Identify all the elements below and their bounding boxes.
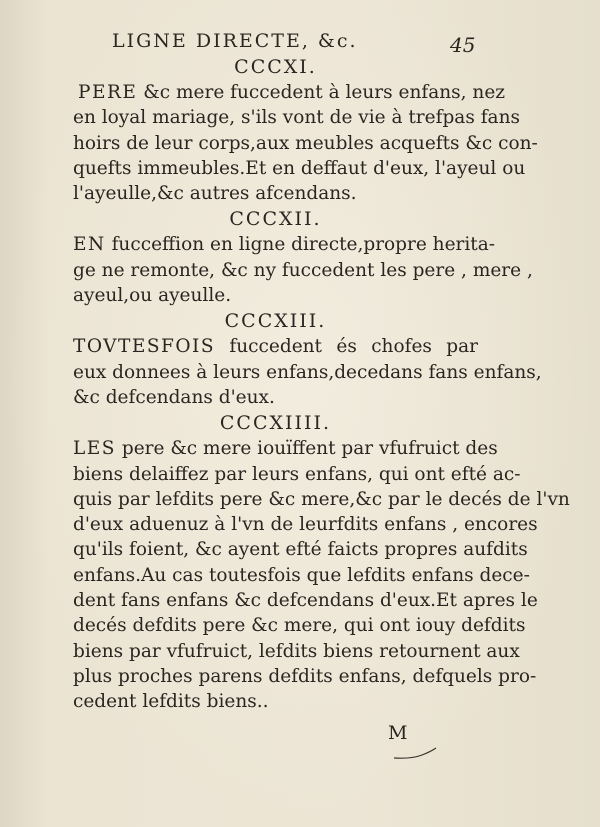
running-head: LIGNE DIRECTE, &c.	[112, 30, 358, 52]
article-number: CCCXII.	[229, 208, 322, 231]
article-paragraph	[73, 436, 570, 714]
text-line-rest: fucceffion en ligne directe,propre herita-	[105, 234, 496, 256]
text-line: cedent lefdits biens..	[73, 691, 269, 713]
article-paragraph	[73, 80, 538, 206]
text-line: hoirs de leur corps,aux meubles acquefts &c con-	[73, 132, 538, 154]
text-line-rest: pere &c mere iouïffent par vfufruict des	[115, 438, 498, 460]
article-lead-word: TOVTESFOIS	[73, 336, 216, 358]
text-line	[73, 334, 478, 359]
article-lead-word: EN	[73, 234, 106, 256]
text-line: quis par lefdits pere &c mere,&c par le decés de l'vn	[73, 488, 570, 510]
page-number: 45	[450, 33, 476, 57]
text-line: enfans.Au cas toutesfois que lefdits enfans dece-	[73, 564, 530, 586]
article-number: CCCXIIII.	[219, 412, 332, 435]
text-line: eux donnees à leurs enfans,decedans fans enfans,	[73, 361, 542, 383]
text-line: plus proches parens defdits enfans, defquels pro-	[73, 665, 537, 687]
text-line	[73, 436, 498, 461]
text-line: ayeul,ou ayeulle.	[73, 285, 232, 307]
text-line: dent fans enfans &c defcendans d'eux.Et apres le	[73, 590, 538, 612]
text-line: biens par vfufruict, lefdits biens retournent aux	[73, 640, 520, 662]
article-number: CCCXIII.	[224, 310, 327, 333]
text-line-rest: &c mere fuccedent à leurs enfans, nez	[137, 82, 506, 103]
text-line: l'ayeulle,&c autres afcendans.	[73, 183, 357, 205]
text-line	[73, 80, 506, 105]
text-line	[73, 232, 496, 257]
text-line: biens delaiffez par leurs enfans, qui ont efté ac-	[73, 463, 521, 485]
article-lead-word: PERE	[78, 82, 138, 103]
article-paragraph	[73, 334, 542, 410]
article-number: CCCXI.	[234, 56, 317, 78]
text-line: quefts immeubles.Et en deffaut d'eux, l'ayeul ou	[73, 157, 526, 179]
text-line: qu'ils foient, &c ayent efté faicts propres aufdits	[73, 539, 528, 561]
article-paragraph	[73, 232, 533, 308]
text-line: ge ne remonte, &c ny fuccedent les pere , mere ,	[73, 259, 533, 281]
article-lead-word: LES	[73, 438, 116, 460]
text-block	[73, 54, 570, 715]
text-line: decés defdits pere &c mere, qui ont iouy defdits	[73, 615, 526, 637]
text-line: &c defcendans d'eux.	[73, 386, 275, 408]
text-line: en loyal mariage, s'ils vont de vie à trefpas fans	[73, 107, 520, 129]
signature-mark: M	[388, 722, 409, 744]
text-line-rest: fuccedent és chofes par	[215, 336, 478, 358]
text-line: d'eux aduenuz à l'vn de leurfdits enfans , encores	[73, 514, 538, 536]
flourish-icon	[392, 742, 442, 762]
